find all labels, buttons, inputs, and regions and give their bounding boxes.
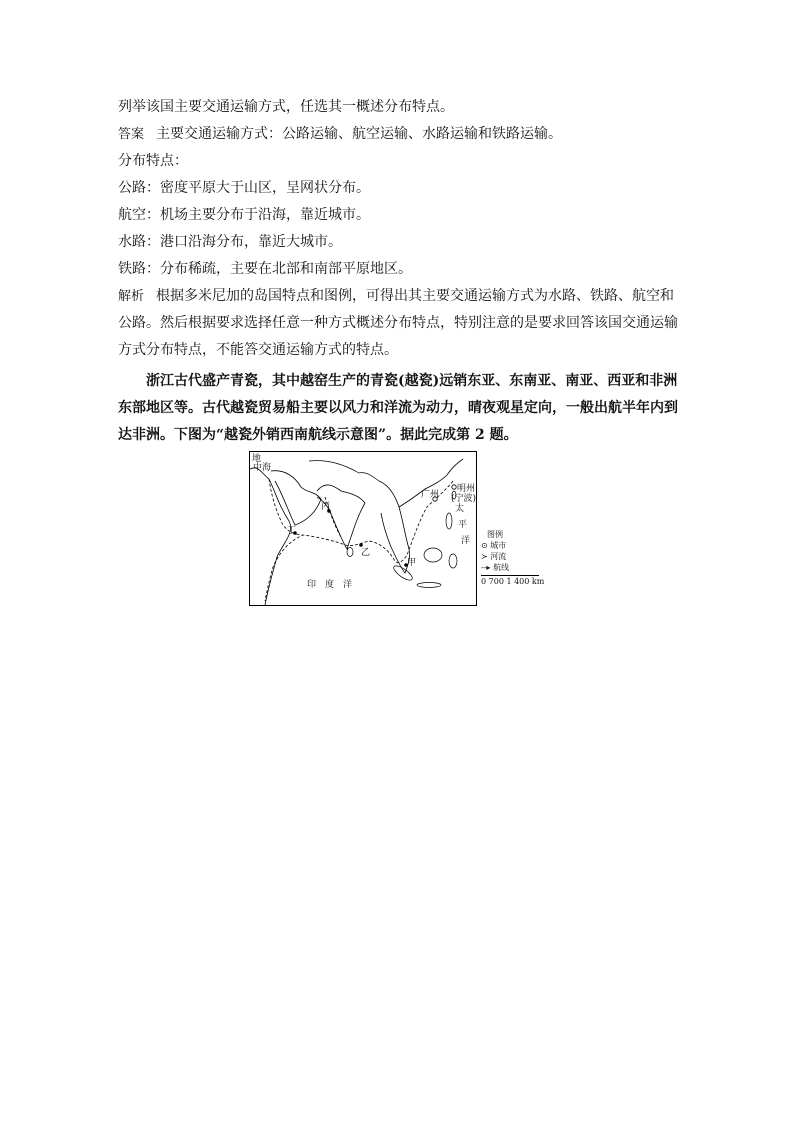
answer-label: 答案 (118, 127, 145, 142)
label-ningbo: (宁波) (451, 494, 477, 504)
city-icon: ⊙ (481, 541, 491, 550)
city-marker-yi (359, 543, 363, 547)
map-frame (250, 452, 477, 606)
answer-text: 主要交通运输方式：公路运输、航空运输、水路运输和铁路运输。 (156, 126, 563, 142)
river-icon: ≻ (481, 552, 491, 561)
legend-route: --▸ 航线 (481, 563, 509, 572)
label-jia: 甲 (407, 558, 417, 568)
passage-line-3: 达非洲。下图为“越瓷外销西南航线示意图”。据此完成第 2 题。 (118, 427, 518, 443)
legend-title: 图例 (487, 530, 503, 539)
label-mingzhou: 明州 (457, 484, 476, 494)
analysis-line-1 (118, 286, 674, 307)
route-icon: --▸ (481, 563, 493, 572)
label-ding: 丁 (287, 526, 297, 536)
label-bing: 丙 (321, 502, 331, 512)
question-tail: 列举该国主要交通运输方式，任选其一概述分布特点。 (118, 99, 454, 115)
analysis-label: 解析 (118, 289, 145, 304)
label-mediterranean-1: 地 (252, 454, 262, 464)
analysis-line-2: 公路。然后根据要求选择任意一种方式概述分布特点，特别注意的是要求回答该国交通运输 (118, 315, 678, 331)
rail-feature: 铁路：分布稀疏，主要在北部和南部平原地区。 (118, 261, 412, 277)
answer-line (118, 124, 562, 145)
label-guangzhou: 广州 (421, 490, 440, 500)
passage-line-2: 东部地区等。古代越瓷贸易船主要以风力和洋流为动力，晴夜观星定向，一般出航半年内到 (118, 400, 678, 416)
label-pacific-1: 太 (455, 504, 465, 514)
water-feature: 水路：港口沿海分布，靠近大城市。 (118, 234, 342, 250)
analysis-text-1: 根据多米尼加的岛国特点和图例，可得出其主要交通运输方式为水路、铁路、航空和 (156, 288, 675, 304)
air-feature: 航空：机场主要分布于沿海，靠近城市。 (118, 207, 370, 223)
legend-city: ⊙ 城市 (481, 541, 507, 550)
legend-scale: 0 700 1 400 km (481, 577, 545, 586)
label-indian-ocean: 印 度 洋 (307, 580, 353, 590)
label-mediterranean-2: 中海 (253, 463, 272, 473)
label-yi: 乙 (361, 548, 371, 558)
label-pacific-2: 平 (458, 520, 468, 530)
map-legend (481, 529, 545, 587)
legend-river: ≻ 河流 (481, 552, 507, 561)
trade-route-map (249, 451, 549, 607)
analysis-line-3: 方式分布特点，不能答交通运输方式的特点。 (118, 342, 398, 358)
road-feature: 公路：密度平原大于山区，呈网状分布。 (118, 180, 370, 196)
label-pacific-3: 洋 (461, 536, 471, 546)
passage-line-1: 浙江古代盛产青瓷，其中越窑生产的青瓷(越瓷)远销东亚、东南亚、南亚、西亚和非洲 (146, 373, 678, 389)
feature-heading: 分布特点： (118, 153, 188, 169)
city-marker-mingzhou (452, 485, 456, 489)
